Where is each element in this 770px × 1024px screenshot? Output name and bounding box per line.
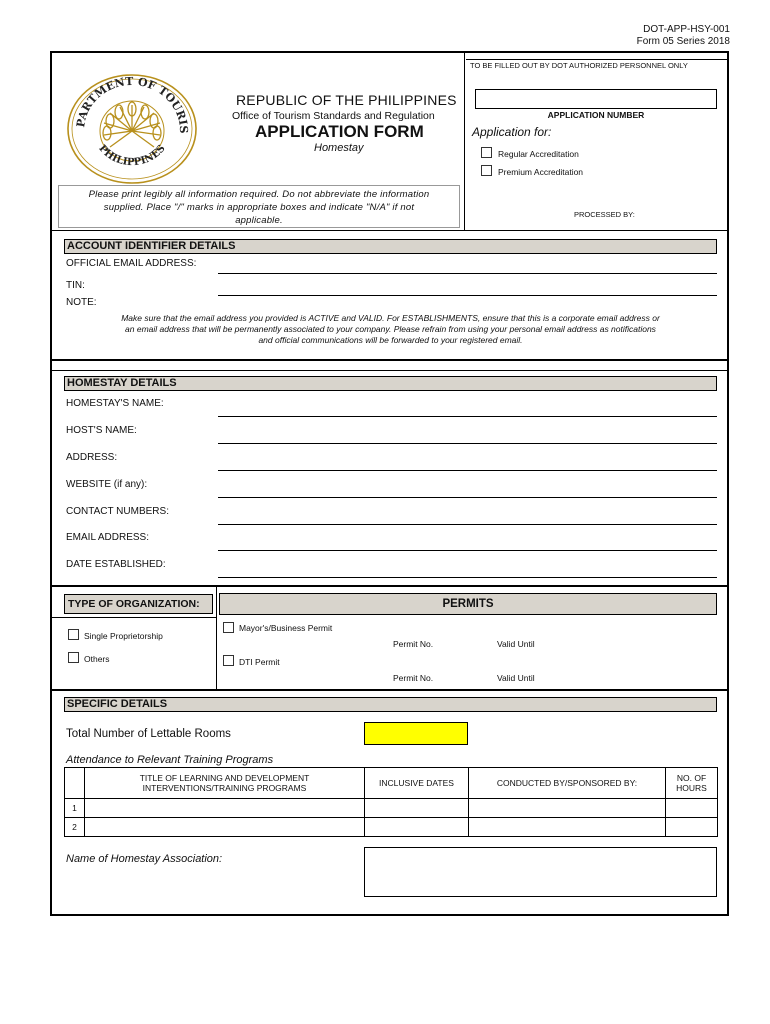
hours-cell[interactable]	[666, 818, 718, 837]
dti-permit-checkbox[interactable]	[223, 655, 234, 666]
training-title-header-line-1: TITLE OF LEARNING AND DEVELOPMENT	[139, 773, 310, 783]
homestay-name-field[interactable]	[218, 416, 717, 417]
official-use-top-line	[466, 59, 727, 60]
homestay-name-label: HOMESTAY'S NAME:	[66, 398, 164, 409]
table-row	[65, 818, 718, 837]
training-programs-label: Attendance to Relevant Training Programs	[66, 754, 274, 766]
note-label: NOTE:	[66, 297, 97, 308]
hours-header-line-2: HOURS	[676, 783, 707, 793]
seal-top-text: PARTMENT OF TOURIS	[74, 74, 191, 134]
contact-numbers-label: CONTACT NUMBERS:	[66, 506, 169, 517]
premium-accreditation-checkbox[interactable]	[481, 165, 492, 176]
processed-by-label: PROCESSED BY:	[574, 210, 635, 219]
row-number: 2	[65, 818, 85, 837]
application-for-label: Application for:	[472, 125, 552, 139]
others-checkbox[interactable]	[68, 652, 79, 663]
training-title-cell[interactable]	[85, 799, 365, 818]
mayors-permit-no-label: Permit No.	[393, 639, 434, 649]
training-title-cell[interactable]	[85, 818, 365, 837]
training-title-header	[85, 768, 365, 799]
application-number-field[interactable]	[475, 89, 717, 109]
regular-accreditation-checkbox[interactable]	[481, 147, 492, 158]
date-established-field[interactable]	[218, 577, 717, 578]
hours-header	[666, 768, 718, 799]
document-code-series: Form 05 Series 2018	[636, 36, 730, 47]
office-heading: Office of Tourism Standards and Regulation	[232, 110, 435, 122]
dot-seal-logo	[64, 73, 200, 185]
official-email-field[interactable]	[218, 273, 717, 274]
homestay-association-label: Name of Homestay Association:	[66, 853, 223, 865]
date-established-label: DATE ESTABLISHED:	[66, 559, 166, 570]
tin-field[interactable]	[218, 295, 717, 296]
homestay-divider	[52, 585, 727, 587]
single-proprietorship-label: Single Proprietorship	[84, 631, 163, 641]
instructions-line-2: supplied. Place "/" marks in appropriate boxes and indicate "N/A" if not	[103, 202, 415, 213]
dti-valid-until-label: Valid Until	[497, 673, 535, 683]
website-label: WEBSITE (if any):	[66, 479, 148, 490]
instructions-box	[58, 185, 460, 228]
hours-cell[interactable]	[666, 799, 718, 818]
conducted-by-header: CONDUCTED BY/SPONSORED BY:	[469, 768, 666, 799]
conducted-by-cell[interactable]	[469, 799, 666, 818]
organization-heading-underline	[52, 617, 216, 618]
regular-accreditation-label: Regular Accreditation	[498, 149, 579, 159]
organization-heading: TYPE OF ORGANIZATION:	[64, 594, 213, 614]
contact-numbers-field[interactable]	[218, 524, 717, 525]
email-note	[64, 313, 717, 346]
email-address-label: EMAIL ADDRESS:	[66, 532, 149, 543]
inclusive-dates-cell[interactable]	[365, 799, 469, 818]
instructions-line-1: Please print legibly all information required. Do not abbreviate the information	[88, 189, 430, 200]
instructions-line-3: applicable.	[235, 215, 283, 226]
specific-section-heading: SPECIFIC DETAILS	[64, 697, 717, 712]
lettable-rooms-field[interactable]	[364, 722, 468, 745]
host-name-label: HOST'S NAME:	[66, 425, 137, 436]
lettable-rooms-label: Total Number of Lettable Rooms	[66, 728, 231, 740]
premium-accreditation-label: Premium Accreditation	[498, 167, 584, 177]
email-note-line-3: and official communications will be forwarded to your registered email.	[258, 335, 523, 345]
seal-bottom-text: PHILIPPINES	[96, 143, 168, 169]
address-field[interactable]	[218, 470, 717, 471]
document-code-number: DOT-APP-HSY-001	[643, 24, 730, 35]
email-note-line-1: Make sure that the email address you provided is ACTIVE and VALID. For ESTABLISHMENTS, ensure that this is a corporate email address or	[121, 313, 660, 323]
permits-heading: PERMITS	[219, 593, 717, 615]
mayors-valid-until-label: Valid Until	[497, 639, 535, 649]
header-divider	[52, 230, 727, 231]
application-number-label: APPLICATION NUMBER	[547, 110, 645, 120]
row-number: 1	[65, 799, 85, 818]
homestay-section-heading: HOMESTAY DETAILS	[64, 376, 717, 391]
form-title: APPLICATION FORM	[255, 122, 424, 141]
conducted-by-cell[interactable]	[469, 818, 666, 837]
table-row	[65, 799, 718, 818]
document-code	[637, 24, 730, 48]
tin-label: TIN:	[66, 280, 85, 291]
inclusive-dates-cell[interactable]	[365, 818, 469, 837]
training-table-header	[65, 768, 718, 799]
hours-header-line-1: NO. OF	[676, 773, 707, 783]
account-divider	[52, 359, 727, 361]
official-email-label: OFFICIAL EMAIL ADDRESS:	[66, 258, 197, 269]
website-field[interactable]	[218, 497, 717, 498]
homestay-association-field[interactable]	[364, 847, 717, 897]
homestay-top-line	[52, 370, 727, 371]
official-use-divider	[464, 53, 465, 231]
others-label: Others	[84, 654, 110, 664]
email-note-line-2: an email address that will be permanently associated to your company. Please refrain from using your personal email address as notifications	[125, 324, 656, 334]
dti-permit-no-label: Permit No.	[393, 673, 434, 683]
host-name-field[interactable]	[218, 443, 717, 444]
single-proprietorship-checkbox[interactable]	[68, 629, 79, 640]
address-label: ADDRESS:	[66, 452, 118, 463]
organization-permits-divider	[216, 587, 217, 689]
permits-divider	[52, 689, 727, 691]
mayors-permit-checkbox[interactable]	[223, 622, 234, 633]
account-section-heading: ACCOUNT IDENTIFIER DETAILS	[64, 239, 717, 254]
training-table	[64, 767, 718, 837]
training-title-header-line-2: INTERVENTIONS/TRAINING PROGRAMS	[142, 783, 307, 793]
mayors-permit-label: Mayor's/Business Permit	[239, 623, 333, 633]
row-number-header	[65, 768, 85, 799]
email-address-field[interactable]	[218, 550, 717, 551]
official-use-note: TO BE FILLED OUT BY DOT AUTHORIZED PERSONNEL ONLY	[470, 61, 688, 70]
inclusive-dates-header: INCLUSIVE DATES	[365, 768, 469, 799]
republic-heading: REPUBLIC OF THE PHILIPPINES	[236, 92, 457, 108]
form-subtitle: Homestay	[314, 142, 364, 154]
dti-permit-label: DTI Permit	[239, 657, 280, 667]
